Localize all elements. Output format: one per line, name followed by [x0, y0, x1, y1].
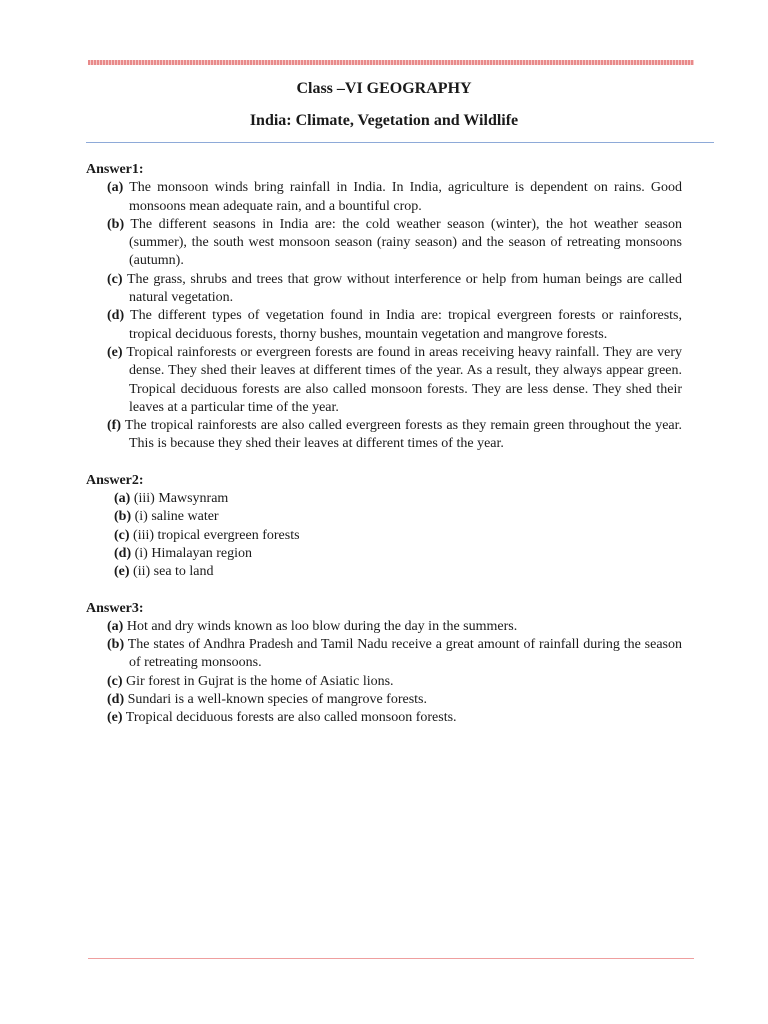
item-key: (e) — [107, 710, 123, 726]
item-text: Tropical deciduous forests are also called monsoon forests. — [125, 710, 457, 726]
item-key: (b) — [114, 509, 132, 525]
item-text: Hot and dry winds known as loo blow during the day in the summers. — [126, 618, 518, 634]
answer1-heading: Answer1: — [86, 162, 144, 177]
item-key: (a) — [114, 491, 131, 507]
footer-rule — [88, 958, 694, 959]
item-text: Gir forest in Gujrat is the home of Asiatic lions. — [126, 673, 394, 689]
answer3-heading: Answer3: — [86, 600, 144, 616]
answers-content — [86, 161, 682, 746]
item-key: (c) — [107, 271, 123, 287]
item-key: (d) — [114, 545, 132, 561]
item-key: (e) — [114, 564, 130, 580]
answer1-item-d — [86, 307, 682, 344]
answer2-item-d — [86, 545, 682, 563]
item-text: The tropical rainforests are also called evergreen forests as they remain green throughout the year. This is because they shed their leaves at different times of the year. — [124, 418, 683, 452]
answer1-item-c — [86, 271, 682, 308]
item-text: The different seasons in India are: the cold weather season (winter), the hot weather season (summer), the south west monsoon season (rainy season) and the season of retreating monsoons (autumn). — [129, 216, 682, 269]
answer1-section — [86, 161, 682, 454]
answer2-heading: Answer2: — [86, 472, 144, 488]
answer1-item-a — [86, 179, 682, 216]
answer2-item-e — [86, 563, 682, 581]
item-key: (b) — [107, 637, 125, 653]
top-decorative-rule — [88, 60, 694, 65]
answer3-item-b — [86, 636, 682, 673]
item-text: (iii) Mawsynram — [133, 491, 229, 507]
answer1-item-e — [86, 344, 682, 417]
item-key: (d) — [107, 692, 125, 708]
answer2-section — [86, 472, 682, 582]
item-key: (b) — [107, 216, 125, 232]
item-text: (i) Himalayan region — [134, 545, 253, 561]
answer3-section — [86, 600, 682, 728]
item-key: (a) — [107, 180, 124, 196]
chapter-title: India: Climate, Vegetation and Wildlife — [249, 112, 519, 129]
answer3-item-a — [86, 618, 682, 636]
item-text: (iii) tropical evergreen forests — [133, 527, 300, 543]
item-text: Tropical rainforests or evergreen forests are found in areas receiving heavy rainfall. They are very dense. They shed their leaves at different times of the year. As a result, they always appear green. Tropical deciduous forests are also called monsoon forests. They are less dense. They shed their leaves at a particular time of the year. — [126, 344, 682, 415]
item-key: (d) — [107, 308, 125, 324]
answer1-item-f — [86, 417, 682, 454]
item-key: (a) — [107, 618, 124, 634]
item-text: The grass, shrubs and trees that grow without interference or help from human beings are called natural vegetation. — [126, 271, 683, 306]
answer3-item-c — [86, 673, 682, 691]
item-text: (ii) sea to land — [133, 564, 214, 580]
item-key: (c) — [107, 673, 123, 689]
item-text: The monsoon winds bring rainfall in India. In India, agriculture is dependent on rains. Good monsoons mean adequate rain, and a bountiful crop. — [129, 180, 683, 214]
item-key: (e) — [107, 344, 123, 360]
answer2-item-a — [86, 490, 682, 508]
answer2-item-c — [86, 527, 682, 545]
answer2-item-b — [86, 508, 682, 526]
answer3-item-e — [86, 709, 682, 727]
item-text: Sundari is a well-known species of mangrove forests. — [127, 692, 427, 708]
item-text: The states of Andhra Pradesh and Tamil Nadu receive a great amount of rainfall during the season of retreating monsoons. — [127, 637, 682, 671]
answer3-item-d — [86, 691, 682, 709]
answer1-item-b — [86, 216, 682, 271]
item-text: (i) saline water — [134, 509, 219, 525]
header-divider — [86, 142, 714, 143]
item-key: (f) — [107, 418, 121, 434]
item-key: (c) — [114, 527, 130, 543]
class-title: Class –VI GEOGRAPHY — [296, 80, 472, 97]
item-text: The different types of vegetation found in India are: tropical evergreen forests or rainforests, tropical deciduous forests, thorny bushes, mountain vegetation and mangrove forests. — [129, 308, 682, 342]
